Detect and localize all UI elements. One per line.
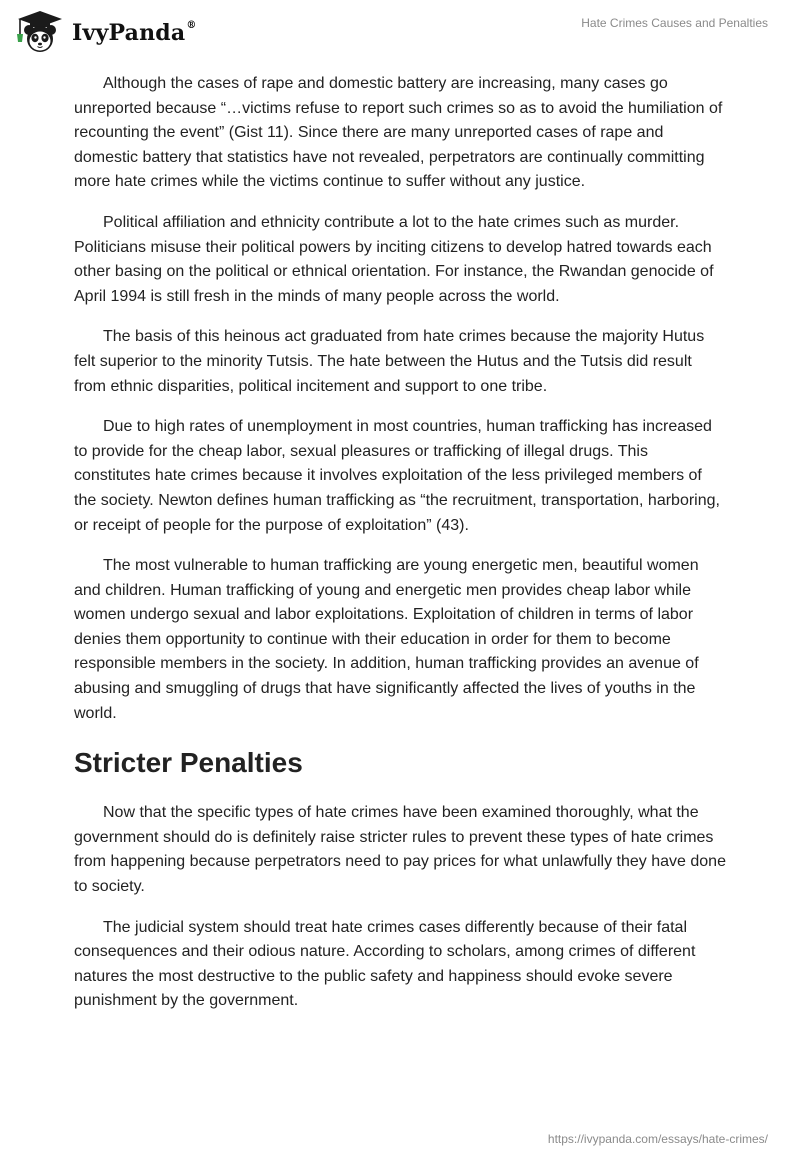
- paragraph: The judicial system should treat hate crimes cases differently because of their fatal consequences and their odious nature. According to scholars, among crimes of different natures the most destructive to the public safety and happiness should evoke severe punishment by the government.: [74, 918, 696, 1010]
- document-title: Hate Crimes Causes and Penalties: [581, 16, 768, 30]
- source-url[interactable]: https://ivypanda.com/essays/hate-crimes/: [547, 1132, 768, 1146]
- paragraph: Due to high rates of unemployment in most countries, human trafficking has increased to provide for the cheap labor, sexual pleasures or trafficking of illegal drugs. This constitutes hate crimes because it involves exploitation of the less privileged members of the society. Newton defines human trafficking as “the recruitment, transportation, harboring, or receipt of people for the purpose of exploitation” (43).: [74, 418, 720, 534]
- ivypanda-logo[interactable]: [14, 8, 197, 56]
- paragraph: Although the cases of rape and domestic battery are increasing, many cases go unreported because “…victims refuse to report such crimes so as to avoid the humiliation of recounting the event” (Gist 11). Since there are many unreported cases of rape and domestic battery that statistics have not revealed, perpetrators are continually committing more hate crimes while the victims continue to suffer without any justice.: [74, 75, 723, 191]
- paragraph: Political affiliation and ethnicity contribute a lot to the hate crimes such as murder. Politicians misuse their political powers by inciting citizens to develop hatred towards each other basing on the political or ethnical orientation. For instance, the Rwandan genocide of April 1994 is still fresh in the minds of many people across the world.: [74, 213, 714, 305]
- registered-mark: ®: [186, 19, 197, 31]
- section-heading: Stricter Penalties: [74, 747, 303, 779]
- brand-name: IvyPanda®: [72, 19, 197, 46]
- paragraph: Now that the specific types of hate crimes have been examined thoroughly, what the government should do is definitely raise stricter rules to prevent these types of hate crimes from happening because perpetrators need to pay prices for what unlawfully they have done to society.: [74, 804, 726, 896]
- essay-content: [74, 72, 726, 1030]
- paragraph: The basis of this heinous act graduated from hate crimes because the majority Hutus felt superior to the minority Tutsis. The hate between the Hutus and the Tutsis did result from ethnic disparities, political incitement and support to one tribe.: [74, 328, 705, 395]
- panda-graduate-icon: [14, 8, 66, 56]
- paragraph: The most vulnerable to human trafficking are young energetic men, beautiful women and children. Human trafficking of young and energetic men provides cheap labor while women undergo sexual and labor exploitations. Exploitation of children in terms of labor denies them opportunity to continue with their education in order for them to become responsible members in the society. In addition, human trafficking provides an avenue of abusing and smuggling of drugs that have significantly affected the lives of youths in the world.: [74, 557, 699, 722]
- page-header: [0, 0, 800, 62]
